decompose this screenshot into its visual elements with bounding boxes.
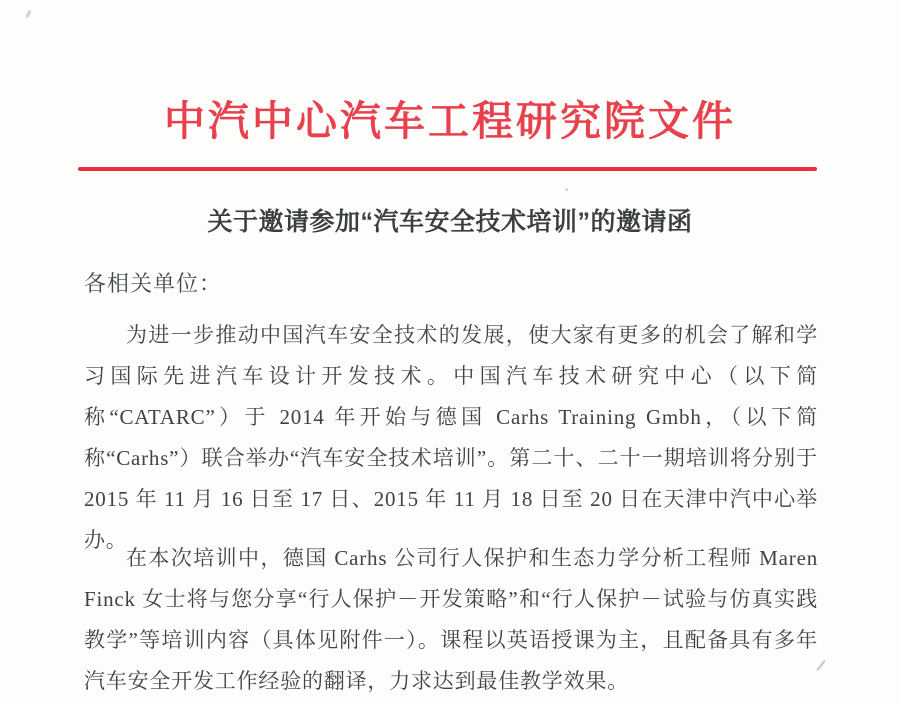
document-title: 关于邀请参加“汽车安全技术培训”的邀请函 bbox=[207, 208, 693, 236]
letterhead-divider bbox=[78, 167, 817, 171]
paragraph-training-content: 在本次培训中，德国 Carhs 公司行人保护和生态力学分析工程师 Maren Finck 女士将与您分享“行人保护－开发策略”和“行人保护－试验与仿真实践教学”等培训内容（具体见附件一）。课程以英语授课为主，且配备具有多年汽车安全开发工作经验的翻译，力求达到最佳教学效果。 bbox=[84, 546, 818, 693]
scan-artifact bbox=[25, 10, 31, 18]
paragraph-training-intro: 为进一步推动中国汽车安全技术的发展，使大家有更多的机会了解和学习国际先进汽车设计开发技术。中国汽车技术研究中心（以下简称“CATARC”）于 2014 年开始与德国 Carhs Training Gmbh，（以下简称“Carhs”）联合举办“汽车安全技术培训”。第二十、二十一期培训将分别于 2015 年 11 月 16 日至 17 日、2015 年 11 月 18 日至 20 日在天津中汽中心举办。 bbox=[84, 323, 818, 552]
letterhead-title: 中汽中心汽车工程研究院文件 bbox=[164, 98, 736, 144]
scan-artifact bbox=[565, 188, 568, 191]
salutation: 各相关单位： bbox=[84, 271, 223, 296]
